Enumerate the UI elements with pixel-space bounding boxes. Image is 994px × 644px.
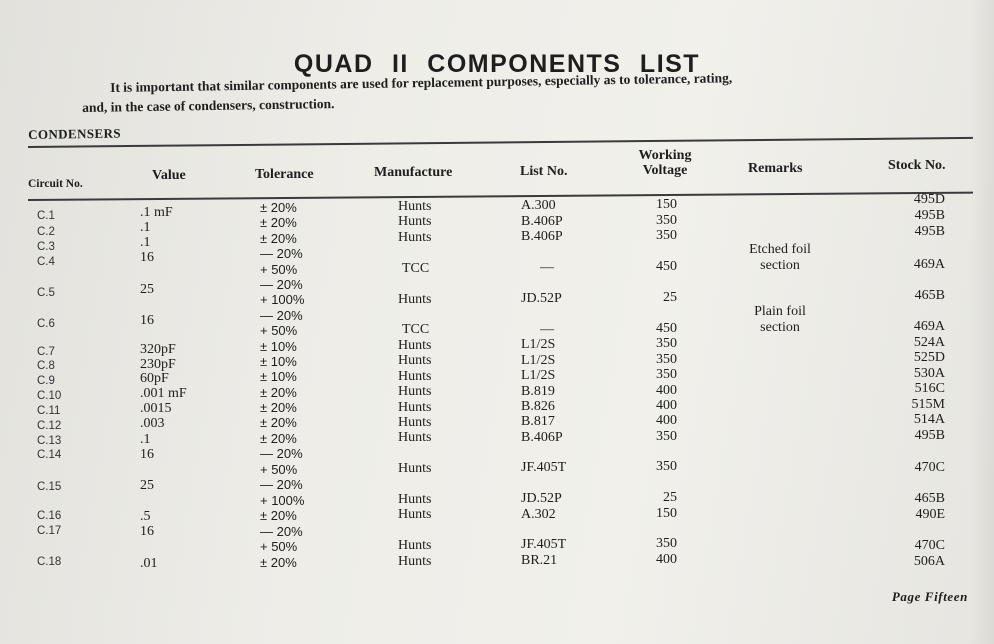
list-no-c18: BR.21 xyxy=(521,553,558,568)
voltage-c7: 350 xyxy=(656,336,677,351)
page-title: QUAD II COMPONENTS LIST xyxy=(293,50,701,78)
list-no-c5: JD.52P xyxy=(521,291,562,306)
circuit-no-c10: C.10 xyxy=(37,390,62,402)
header-stock-no: Stock No. xyxy=(888,158,946,173)
circuit-no-c4: C.4 xyxy=(37,256,55,268)
circuit-no-c11: C.11 xyxy=(37,405,61,417)
voltage-c3: 350 xyxy=(656,228,677,243)
list-no-c4: — xyxy=(540,260,554,275)
circuit-no-c18: C.18 xyxy=(37,556,62,568)
stock-no-c11: 515M xyxy=(911,397,945,412)
section-heading: CONDENSERS xyxy=(28,125,122,142)
value-c11: .0015 xyxy=(140,401,172,416)
manufacture-c7: Hunts xyxy=(398,338,432,353)
list-no-c12: B.817 xyxy=(521,414,555,429)
list-no-c3: B.406P xyxy=(521,229,563,244)
voltage-c10: 400 xyxy=(656,383,677,398)
circuit-no-c17: C.17 xyxy=(37,525,62,537)
manufacture-c4: TCC xyxy=(402,261,430,276)
stock-no-c16: 490E xyxy=(915,507,945,522)
remark-etched-line-2: section xyxy=(760,258,800,273)
tolerance-line-21: ± 20% xyxy=(260,508,297,523)
stock-no-c2: 495B xyxy=(914,208,945,223)
voltage-c11: 400 xyxy=(656,398,677,413)
tolerance-line-10: ± 10% xyxy=(260,339,297,354)
tolerance-line-23: + 50% xyxy=(260,539,298,554)
manufacture-c6: TCC xyxy=(402,322,430,337)
value-c5: 25 xyxy=(140,282,154,297)
tolerance-line-17: — 20% xyxy=(260,446,303,461)
manufacture-c3: Hunts xyxy=(398,230,432,245)
manufacture-c12: Hunts xyxy=(398,415,432,430)
header-value: Value xyxy=(152,168,186,183)
intro-text-line-2: and, in the case of condensers, construction. xyxy=(82,96,335,115)
value-c15: 25 xyxy=(140,478,154,493)
circuit-no-c7: C.7 xyxy=(37,346,55,358)
voltage-c12: 400 xyxy=(656,413,677,428)
intro-text-line-1: It is important that similar components are used for replacement purposes, especially as to tolerance, rating, xyxy=(110,70,733,95)
manufacture-c9: Hunts xyxy=(398,369,432,384)
stock-no-c13: 495B xyxy=(914,428,945,443)
stock-no-c12: 514A xyxy=(913,412,945,427)
list-no-c7: L1/2S xyxy=(521,337,556,352)
tolerance-line-11: ± 10% xyxy=(260,354,297,369)
voltage-c14: 350 xyxy=(656,459,677,474)
value-c16: .5 xyxy=(140,509,151,524)
value-c17: 16 xyxy=(140,524,154,539)
list-no-c9: L1/2S xyxy=(521,368,556,383)
stock-no-c15: 465B xyxy=(914,491,945,506)
circuit-no-c12: C.12 xyxy=(37,420,62,432)
tolerance-line-2: ± 20% xyxy=(260,215,297,230)
circuit-no-c15: C.15 xyxy=(37,481,62,493)
circuit-no-c8: C.8 xyxy=(37,360,55,372)
manufacture-c1: Hunts xyxy=(398,199,432,214)
circuit-no-c14: C.14 xyxy=(37,449,62,461)
manufacture-c5: Hunts xyxy=(398,292,432,307)
value-c3: .1 xyxy=(140,235,151,250)
list-no-c14: JF.405T xyxy=(521,460,567,475)
tolerance-line-14: ± 20% xyxy=(260,400,297,415)
voltage-c1: 150 xyxy=(656,197,677,212)
voltage-c5: 25 xyxy=(663,290,677,305)
value-c10: .001 mF xyxy=(140,386,187,401)
value-c12: .003 xyxy=(140,416,165,431)
tolerance-line-19: — 20% xyxy=(260,477,303,492)
voltage-c9: 350 xyxy=(656,367,677,382)
tolerance-line-16: ± 20% xyxy=(260,431,297,446)
circuit-no-c2: C.2 xyxy=(37,226,55,238)
stock-no-c8: 525D xyxy=(913,350,945,365)
header-circuit-no: Circuit No. xyxy=(28,178,83,190)
voltage-c16: 150 xyxy=(656,506,677,521)
header-voltage-line-2: Voltage xyxy=(642,163,688,178)
value-c9: 60pF xyxy=(140,371,169,386)
header-voltage-line-1: Working xyxy=(638,148,692,163)
remark-plain-foil xyxy=(725,304,835,336)
tolerance-line-7: + 100% xyxy=(260,292,305,307)
voltage-c8: 350 xyxy=(656,352,677,367)
manufacture-c18: Hunts xyxy=(398,554,432,569)
header-list-no: List No. xyxy=(520,164,568,179)
value-c8: 230pF xyxy=(140,357,176,372)
table-top-rule xyxy=(28,137,973,148)
circuit-no-c3: C.3 xyxy=(37,241,55,253)
stock-no-c9: 530A xyxy=(913,366,945,381)
list-no-c1: A.300 xyxy=(521,198,556,213)
value-c13: .1 xyxy=(140,432,151,447)
stock-no-c7: 524A xyxy=(913,335,945,350)
value-c6: 16 xyxy=(140,313,154,328)
tolerance-line-22: — 20% xyxy=(260,524,303,539)
header-manufacture: Manufacture xyxy=(374,165,453,180)
voltage-c13: 350 xyxy=(656,429,677,444)
tolerance-line-9: + 50% xyxy=(260,323,298,338)
manufacture-c13: Hunts xyxy=(398,430,432,445)
value-c18: .01 xyxy=(140,556,158,571)
voltage-c6: 450 xyxy=(656,321,677,336)
stock-no-c5: 465B xyxy=(914,288,945,303)
circuit-no-c5: C.5 xyxy=(37,287,55,299)
page-number-footer: Page Fifteen xyxy=(891,589,968,604)
manufacture-c8: Hunts xyxy=(398,353,432,368)
stock-no-c14: 470C xyxy=(914,460,945,475)
stock-no-c1: 495D xyxy=(913,192,945,207)
list-no-c15: JD.52P xyxy=(521,491,562,506)
remark-plain-line-1: Plain foil xyxy=(754,304,806,319)
remark-etched-foil xyxy=(725,242,835,274)
stock-no-c18: 506A xyxy=(913,554,945,569)
list-no-c11: B.826 xyxy=(521,399,555,414)
stock-no-c4: 469A xyxy=(913,257,945,272)
manufacture-c16: Hunts xyxy=(398,507,432,522)
voltage-c15: 25 xyxy=(663,490,677,505)
value-c1: .1 mF xyxy=(140,205,173,220)
tolerance-line-3: ± 20% xyxy=(260,231,297,246)
tolerance-line-20: + 100% xyxy=(260,493,305,508)
list-no-c10: B.819 xyxy=(521,384,555,399)
list-no-c16: A.302 xyxy=(521,507,556,522)
tolerance-line-4: — 20% xyxy=(260,246,303,261)
page-edge-shadow xyxy=(970,0,994,644)
remark-etched-line-1: Etched foil xyxy=(749,242,811,257)
tolerance-line-12: ± 10% xyxy=(260,369,297,384)
circuit-no-c1: C.1 xyxy=(37,210,55,222)
voltage-c4: 450 xyxy=(656,259,677,274)
value-c7: 320pF xyxy=(140,342,176,357)
stock-no-c17: 470C xyxy=(914,538,945,553)
voltage-c17: 350 xyxy=(656,536,677,551)
circuit-no-c13: C.13 xyxy=(37,435,62,447)
manufacture-c2: Hunts xyxy=(398,214,432,229)
tolerance-line-18: + 50% xyxy=(260,462,298,477)
circuit-no-c16: C.16 xyxy=(37,510,62,522)
value-c2: .1 xyxy=(140,220,151,235)
header-tolerance: Tolerance xyxy=(255,167,314,182)
remark-plain-line-2: section xyxy=(760,320,800,335)
manufacture-c10: Hunts xyxy=(398,384,432,399)
stock-no-c6: 469A xyxy=(913,319,945,334)
list-no-c13: B.406P xyxy=(521,430,563,445)
stock-no-c3: 495B xyxy=(914,224,945,239)
list-no-c2: B.406P xyxy=(521,214,563,229)
tolerance-line-8: — 20% xyxy=(260,308,303,323)
tolerance-line-15: ± 20% xyxy=(260,415,297,430)
manufacture-c17: Hunts xyxy=(398,538,432,553)
manufacture-c15: Hunts xyxy=(398,492,432,507)
header-remarks: Remarks xyxy=(748,161,803,176)
header-working-voltage xyxy=(630,148,700,178)
list-no-c17: JF.405T xyxy=(521,537,567,552)
list-no-c8: L1/2S xyxy=(521,353,556,368)
tolerance-line-1: ± 20% xyxy=(260,200,297,215)
value-c14: 16 xyxy=(140,447,154,462)
stock-no-c10: 516C xyxy=(914,381,945,396)
manufacture-c14: Hunts xyxy=(398,461,432,476)
voltage-c2: 350 xyxy=(656,213,677,228)
tolerance-line-6: — 20% xyxy=(260,277,303,292)
circuit-no-c6: C.6 xyxy=(37,318,55,330)
tolerance-line-5: + 50% xyxy=(260,262,298,277)
tolerance-line-24: ± 20% xyxy=(260,555,297,570)
tolerance-line-13: ± 20% xyxy=(260,385,297,400)
header-bottom-rule xyxy=(28,192,973,201)
manufacture-c11: Hunts xyxy=(398,400,432,415)
list-no-c6: — xyxy=(540,322,554,337)
value-c4: 16 xyxy=(140,250,154,265)
voltage-c18: 400 xyxy=(656,552,677,567)
circuit-no-c9: C.9 xyxy=(37,375,55,387)
